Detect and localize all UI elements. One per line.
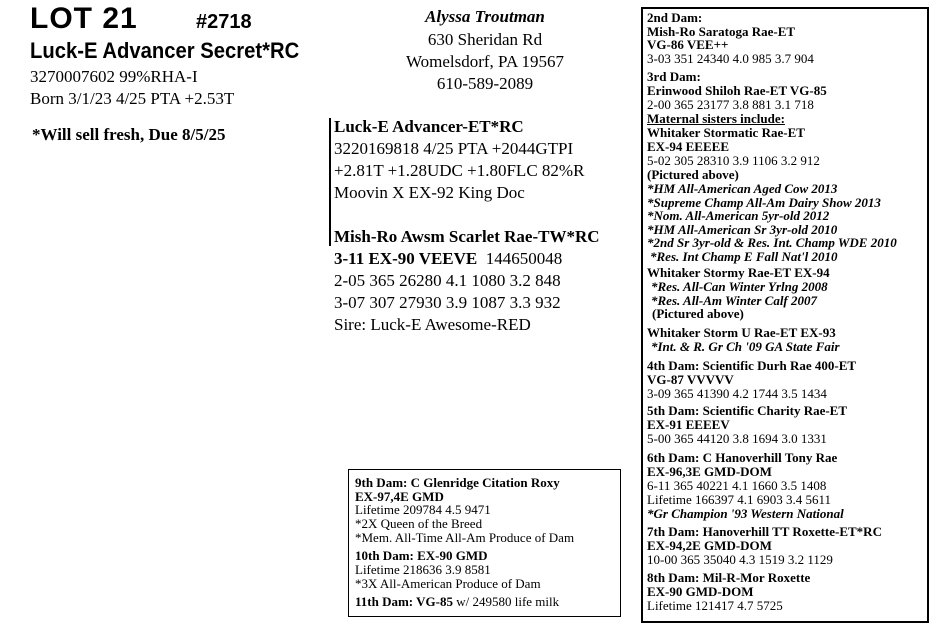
dam9-honor: *2X Queen of the Breed: [355, 516, 483, 531]
sister1-honor: *HM All-American Aged Cow 2013: [647, 181, 838, 196]
dam7-head: 7th Dam: Hanoverhill TT Roxette-ET*RC: [647, 524, 882, 539]
dam-record-2: 3-07 307 27930 3.9 1087 3.3 932: [334, 293, 561, 312]
dam-registration: 144650048: [485, 249, 563, 268]
dam-classification: 3-11 EX-90 VEEVE: [334, 249, 478, 268]
sister1-honor: *Res. Int Champ E Fall Nat'l 2010: [650, 248, 838, 264]
lot-number: #2718: [196, 11, 252, 33]
sister1-name: Whitaker Stormatic Rae-ET: [647, 125, 805, 140]
dam-name: Mish-Ro Awsm Scarlet Rae-TW*RC: [334, 227, 600, 246]
dam8-head: 8th Dam: Mil-R-Mor Roxette: [647, 570, 811, 585]
dam2-record: 3-03 351 24340 4.0 985 3.7 904: [647, 51, 814, 66]
registration-line: 3270007602 99%RHA-I: [30, 67, 198, 86]
dam4-class: VG-87 VVVVV: [647, 372, 734, 387]
dam9-honor: *Mem. All-Time All-Am Produce of Dam: [355, 530, 575, 545]
lot-label: LOT 21: [30, 2, 138, 35]
dam3-record: 2-00 365 23177 3.8 881 3.1 718: [647, 97, 814, 112]
dam8-class: EX-90 GMD-DOM: [647, 584, 754, 599]
sister1-honor: *Supreme Champ All-Am Dairy Show 2013: [647, 194, 881, 210]
dam6-class: EX-96,3E GMD-DOM: [647, 464, 772, 479]
maternal-sisters-head: Maternal sisters include:: [647, 111, 785, 126]
dam3-name: Erinwood Shiloh Rae-ET VG-85: [647, 83, 827, 98]
consignor-phone: 610-589-2089: [436, 74, 534, 93]
dam9-class: EX-97,4E GMD: [355, 489, 444, 504]
dam3-head: 3rd Dam:: [647, 69, 701, 84]
dam2-name: Mish-Ro Saratoga Rae-ET: [647, 23, 796, 39]
dam2-head: 2nd Dam:: [647, 10, 703, 25]
dam6-honor: *Gr Champion '93 Western National: [647, 506, 844, 521]
sister3-honor: *Int. & R. Gr Ch '09 GA State Fair: [651, 339, 840, 354]
dam6-head: 6th Dam: C Hanoverhill Tony Rae: [647, 450, 838, 465]
consignor-city: Womelsdorf, PA 19567: [405, 52, 565, 71]
dam8-lifetime: Lifetime 121417 4.7 5725: [647, 598, 783, 613]
sire-info-1: 3220169818 4/25 PTA +2044GTPI: [334, 139, 574, 158]
sister2-honor: *Res. All-Can Winter Yrlng 2008: [651, 279, 828, 294]
dam-class-line: [334, 248, 562, 270]
dam10-lifetime: Lifetime 218636 3.9 8581: [355, 562, 491, 577]
dam-record-1: 2-05 365 26280 4.1 1080 3.2 848: [334, 271, 561, 290]
animal-name: Luck-E Advancer Secret*RC: [30, 38, 300, 63]
dam-sire: Sire: Luck-E Awesome-RED: [334, 315, 531, 334]
dam6-record: 6-11 365 40221 4.1 1660 3.5 1408: [647, 478, 827, 493]
sister2-pictured: (Pictured above): [652, 306, 744, 321]
dam11-head: 11th Dam: VG-85: [355, 594, 453, 609]
sister2-honor: *Res. All-Am Winter Calf 2007: [651, 292, 818, 308]
sire-pedigree: Moovin X EX-92 King Doc: [334, 183, 525, 202]
dam6-lifetime: Lifetime 166397 4.1 6903 3.4 5611: [647, 492, 832, 507]
sister1-honor: *2nd Sr 3yr-old & Res. Int. Champ WDE 2010: [647, 235, 897, 250]
sister2-name: Whitaker Stormy Rae-ET EX-94: [647, 265, 830, 280]
born-line: Born 3/1/23 4/25 PTA +2.53T: [30, 89, 235, 108]
sister1-pictured: (Pictured above): [647, 167, 739, 182]
dam10-honor: *3X All-American Produce of Dam: [355, 576, 541, 591]
dam7-record: 10-00 365 35040 4.3 1519 3.2 1129: [647, 552, 833, 567]
dam2-class: VG-86 VEE++: [647, 37, 729, 52]
dam11-line: [355, 595, 559, 609]
sister1-record: 5-02 305 28310 3.9 1106 3.2 912: [647, 153, 820, 168]
dam5-record: 5-00 365 44120 3.8 1694 3.0 1331: [647, 431, 827, 446]
dam4-head: 4th Dam: Scientific Durh Rae 400-ET: [647, 358, 857, 373]
sister1-class: EX-94 EEEEE: [647, 139, 729, 154]
consignor-street: 630 Sheridan Rd: [427, 30, 543, 49]
dam5-head: 5th Dam: Scientific Charity Rae-ET: [647, 403, 848, 418]
dam7-class: EX-94,2E GMD-DOM: [647, 538, 772, 553]
consignor-name: Alyssa Troutman: [425, 7, 545, 26]
pedigree-bracket: [329, 118, 331, 246]
dam10-head: 10th Dam: EX-90 GMD: [355, 548, 488, 563]
sister1-honor: *HM All-American Sr 3yr-old 2010: [647, 221, 838, 237]
sire-info-2: +2.81T +1.28UDC +1.80FLC 82%R: [334, 161, 585, 180]
dam9-head: 9th Dam: C Glenridge Citation Roxy: [355, 475, 560, 490]
sister1-honor: *Nom. All-American 5yr-old 2012: [647, 208, 830, 223]
dam11-rest: w/ 249580 life milk: [452, 594, 560, 609]
dam9-lifetime: Lifetime 209784 4.5 9471: [355, 502, 491, 517]
dam5-class: EX-91 EEEEV: [647, 417, 730, 432]
sire-name: Luck-E Advancer-ET*RC: [334, 117, 524, 136]
dam4-record: 3-09 365 41390 4.2 1744 3.5 1434: [647, 386, 827, 401]
sister3-name: Whitaker Storm U Rae-ET EX-93: [647, 325, 836, 340]
sale-note: *Will sell fresh, Due 8/5/25: [32, 125, 226, 144]
